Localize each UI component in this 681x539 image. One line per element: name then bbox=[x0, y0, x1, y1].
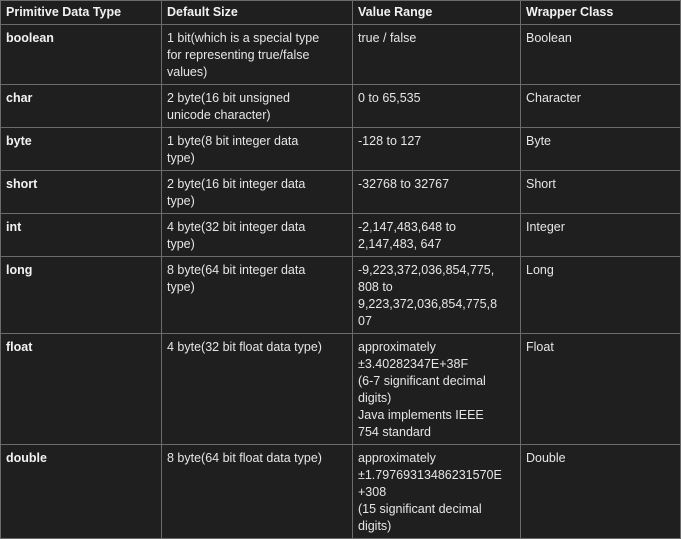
range-cell bbox=[353, 25, 521, 85]
range-line: -32768 to 32767 bbox=[358, 177, 450, 191]
range-cell bbox=[353, 171, 521, 214]
range-line: (6-7 significant decimal bbox=[358, 374, 486, 388]
table-row bbox=[1, 257, 681, 334]
size-line: 1 byte(8 bit integer data bbox=[167, 134, 299, 148]
range-cell bbox=[353, 128, 521, 171]
size-line: for representing true/false bbox=[167, 48, 310, 62]
range-cell bbox=[353, 214, 521, 257]
table-row bbox=[1, 25, 681, 85]
table-header-row bbox=[1, 1, 681, 25]
header-wrapper-class: Wrapper Class bbox=[521, 1, 681, 25]
range-line: 0 to 65,535 bbox=[358, 91, 421, 105]
size-line: 2 byte(16 bit unsigned bbox=[167, 91, 291, 105]
size-line: 4 byte(32 bit integer data bbox=[167, 220, 306, 234]
type-cell: char bbox=[1, 85, 162, 128]
size-line: 8 byte(64 bit float data type) bbox=[167, 451, 322, 465]
range-line: true / false bbox=[358, 31, 417, 45]
size-cell bbox=[162, 214, 353, 257]
range-line: 07 bbox=[358, 314, 372, 328]
wrapper-cell: Character bbox=[521, 85, 681, 128]
table-row bbox=[1, 334, 681, 445]
table-row bbox=[1, 214, 681, 257]
range-line: -9,223,372,036,854,775, bbox=[358, 263, 495, 277]
size-cell bbox=[162, 171, 353, 214]
type-cell: short bbox=[1, 171, 162, 214]
range-line: (15 significant decimal bbox=[358, 502, 482, 516]
header-default-size: Default Size bbox=[162, 1, 353, 25]
size-line: type) bbox=[167, 280, 195, 294]
range-line: -128 to 127 bbox=[358, 134, 422, 148]
size-cell bbox=[162, 257, 353, 334]
range-line: approximately bbox=[358, 451, 436, 465]
wrapper-cell: Boolean bbox=[521, 25, 681, 85]
wrapper-cell: Byte bbox=[521, 128, 681, 171]
size-line: unicode character) bbox=[167, 108, 271, 122]
range-line: ±3.40282347E+38F bbox=[358, 357, 469, 371]
type-cell: byte bbox=[1, 128, 162, 171]
table-row bbox=[1, 171, 681, 214]
range-cell bbox=[353, 85, 521, 128]
size-line: type) bbox=[167, 194, 195, 208]
size-line: type) bbox=[167, 151, 195, 165]
wrapper-cell: Long bbox=[521, 257, 681, 334]
range-line: -2,147,483,648 to bbox=[358, 220, 456, 234]
range-line: Java implements IEEE bbox=[358, 408, 484, 422]
type-cell: boolean bbox=[1, 25, 162, 85]
range-line: approximately bbox=[358, 340, 436, 354]
size-cell bbox=[162, 25, 353, 85]
size-line: 4 byte(32 bit float data type) bbox=[167, 340, 322, 354]
type-cell: int bbox=[1, 214, 162, 257]
wrapper-cell: Short bbox=[521, 171, 681, 214]
wrapper-cell: Float bbox=[521, 334, 681, 445]
type-cell: long bbox=[1, 257, 162, 334]
range-line: digits) bbox=[358, 519, 392, 533]
size-cell bbox=[162, 85, 353, 128]
wrapper-cell: Double bbox=[521, 445, 681, 539]
header-primitive-data-type: Primitive Data Type bbox=[1, 1, 162, 25]
size-line: type) bbox=[167, 237, 195, 251]
range-line: 808 to bbox=[358, 280, 393, 294]
range-line: 2,147,483, 647 bbox=[358, 237, 442, 251]
range-line: 9,223,372,036,854,775,8 bbox=[358, 297, 498, 311]
range-line: ±1.79769313486231570E bbox=[358, 468, 502, 482]
size-cell bbox=[162, 445, 353, 539]
range-cell bbox=[353, 334, 521, 445]
range-line: digits) bbox=[358, 391, 392, 405]
table-row bbox=[1, 445, 681, 539]
size-line: 2 byte(16 bit integer data bbox=[167, 177, 306, 191]
size-line: 8 byte(64 bit integer data bbox=[167, 263, 306, 277]
size-line: values) bbox=[167, 65, 208, 79]
range-cell bbox=[353, 445, 521, 539]
header-value-range: Value Range bbox=[353, 1, 521, 25]
type-cell: double bbox=[1, 445, 162, 539]
size-line: 1 bit(which is a special type bbox=[167, 31, 320, 45]
range-cell bbox=[353, 257, 521, 334]
table-row bbox=[1, 85, 681, 128]
wrapper-cell: Integer bbox=[521, 214, 681, 257]
size-cell bbox=[162, 334, 353, 445]
table-row bbox=[1, 128, 681, 171]
type-cell: float bbox=[1, 334, 162, 445]
size-cell bbox=[162, 128, 353, 171]
range-line: +308 bbox=[358, 485, 387, 499]
range-line: 754 standard bbox=[358, 425, 431, 439]
